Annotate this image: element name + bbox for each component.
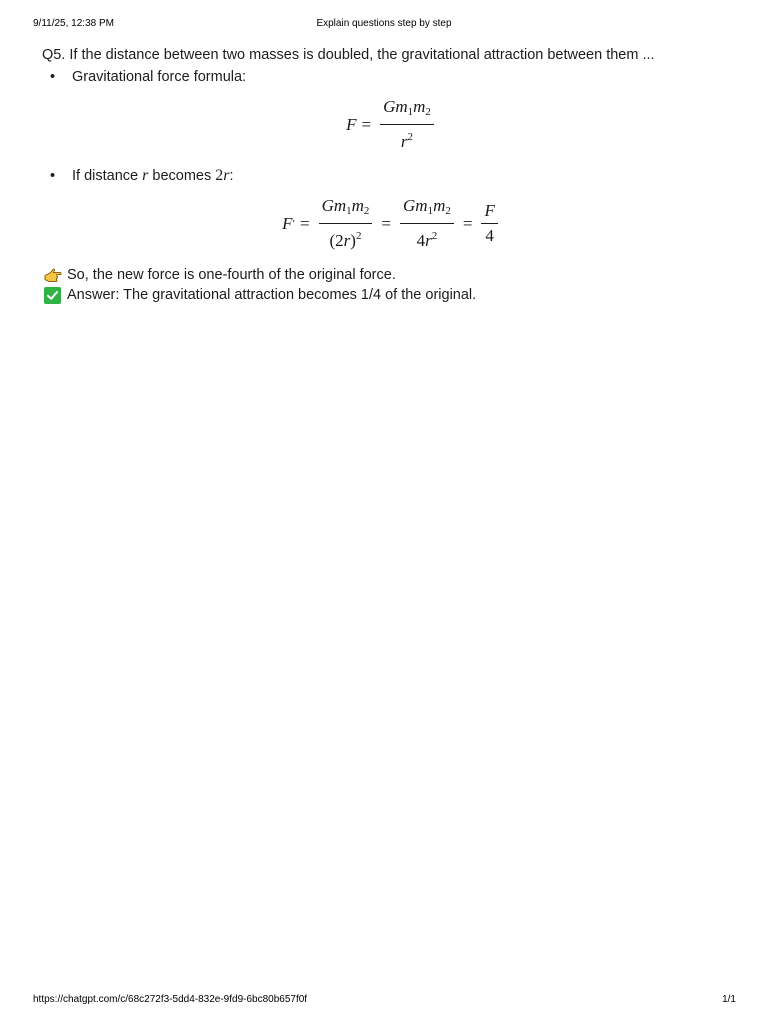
print-datetime: 9/11/25, 12:38 PM: [33, 18, 114, 29]
note-conclusion-text: So, the new force is one-fourth of the original force.: [67, 267, 396, 283]
print-title: Explain questions step by step: [316, 18, 452, 29]
bullet-dot: •: [50, 168, 56, 184]
bullet-dot: •: [50, 69, 56, 85]
eq2-prime: ′: [292, 217, 295, 230]
eq2-numerator-3: F: [481, 201, 497, 224]
eq2-denominator-3: 4: [485, 226, 494, 245]
eq1-equals: =: [361, 114, 372, 134]
eq2-fraction-2: [400, 196, 454, 251]
eq2-numerator-2: $Gm_1m_2$: [400, 196, 454, 224]
eq2-denominator-2: $4r^2$: [416, 230, 438, 250]
bullet-distance-text: If distance r becomes 2r:: [72, 167, 234, 184]
eq2-equals-1: =: [299, 213, 310, 233]
note-answer: [42, 285, 742, 305]
eq2-denominator-1: $(2r)^2$: [329, 230, 362, 250]
page-number: 1/1: [722, 994, 736, 1005]
eq2-fraction-1: [319, 196, 373, 251]
bullet-formula: [42, 67, 742, 87]
eq1-lhs: F: [346, 114, 357, 134]
eq1-numerator: $Gm_1m_2$: [380, 97, 434, 125]
eq1-fraction: [380, 97, 434, 152]
answer-content: [42, 45, 742, 305]
bullet-formula-text: Gravitational force formula:: [72, 69, 247, 85]
eq2-fraction-3: [481, 201, 497, 246]
check-mark-icon: [44, 287, 61, 304]
pointing-hand-icon: [44, 267, 61, 284]
bullet-distance: [42, 166, 742, 186]
footer-url: https://chatgpt.com/c/68c272f3-5dd4-832e-9fd9-6bc80b657f0f: [33, 994, 308, 1005]
eq2-numerator-1: $Gm_1m_2$: [319, 196, 373, 224]
eq2-equals-3: =: [462, 213, 473, 233]
eq2-lhs: F: [282, 213, 293, 233]
eq1-denominator: $r^2$: [400, 131, 414, 151]
note-conclusion: [42, 265, 742, 285]
eq2-equals-2: =: [381, 213, 391, 233]
note-answer-text: Answer: The gravitational attraction becomes 1/4 of the original.: [67, 287, 477, 303]
equation-doubled: [42, 196, 742, 251]
equation-gravity: [42, 97, 742, 152]
question-text: Q5. If the distance between two masses is doubled, the gravitational attraction between them ...: [42, 47, 655, 63]
